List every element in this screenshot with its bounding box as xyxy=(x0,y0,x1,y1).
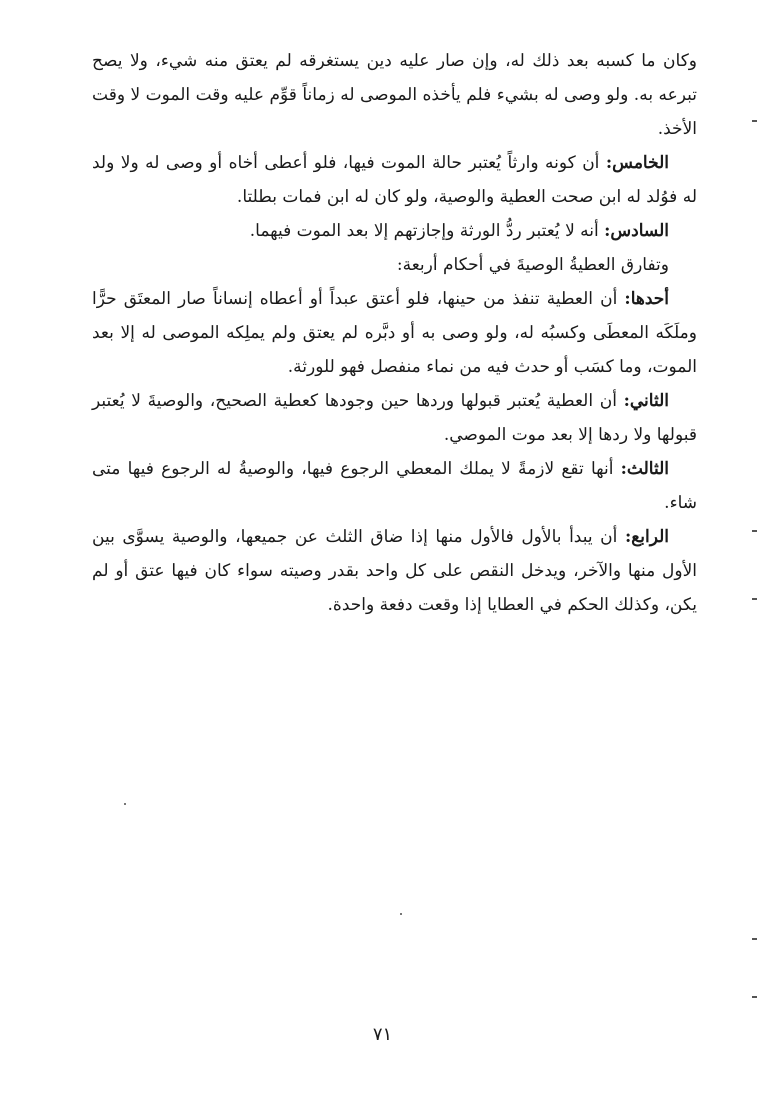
paragraph-intro-differences xyxy=(92,248,697,282)
paragraph-text: أن كونه وارثاً يُعتبر حالة الموت فيها، فلو أعطى أخاه أو وصى له ولا ولد له فوُلد له ابن صحت العطية والوصية، ولو كان له ابن فمات بطلتا. xyxy=(92,153,697,207)
paragraph-term: الرابع: xyxy=(624,527,669,547)
paragraph-term: أحدها: xyxy=(624,289,669,309)
paragraph-term: الثالث: xyxy=(620,459,669,479)
page-number: ٧١ xyxy=(372,1024,393,1045)
paragraph-text: وكان ما كسبه بعد ذلك له، وإن صار عليه دين يستغرقه لم يعتق منه شيء، ولا يصح تبرعه به. ولو وصى له بشيء فلم يأخذه الموصى له زماناً قوِّم عليه وقت الموت لا وقت الأخذ. xyxy=(92,51,697,139)
paragraph-third xyxy=(92,452,697,520)
scan-mark xyxy=(752,120,757,122)
scan-speck xyxy=(400,913,402,915)
paragraph-text: أن العطية تنفذ من حينها، فلو أعتق عبداً أو أعطاه إنساناً صار المعتَق حرًّا وملَكَه المعطَى وكسبُه له، ولو وصى به أو دبَّره لم يعتق ولم يملِكه الموصى له إلا بعد الموت، وما كسَب أو حدث فيه من نماء منفصل فهو للورثة. xyxy=(92,289,697,377)
paragraph-fourth xyxy=(92,520,697,622)
paragraph-text: أنه لا يُعتبر ردُّ الورثة وإجازتهم إلا بعد الموت فيهما. xyxy=(249,221,605,241)
paragraph-term: الثاني: xyxy=(623,391,669,411)
paragraph-continuation xyxy=(92,44,697,146)
paragraph-text: أنها تقع لازمةً لا يملك المعطي الرجوع فيها، والوصيةُ له الرجوع فيها متى شاء. xyxy=(92,459,697,513)
paragraph-text: أن العطية يُعتبر قبولها وردها حين وجودها كعطية الصحيح، والوصيةَ لا يُعتبر قبولها ولا ردها إلا بعد موت الموصي. xyxy=(92,391,697,445)
paragraph-term: الخامس: xyxy=(605,153,669,173)
paragraph-term: السادس: xyxy=(604,221,669,241)
paragraph-text: أن يبدأ بالأول فالأول منها إذا ضاق الثلث عن جميعها، والوصية يسوَّى بين الأول منها والآخر، ويدخل النقص على كل واحد بقدر وصيته سواء كان فيها عتق أو لم يكن، وكذلك الحكم في العطايا إذا وقعت دفعة واحدة. xyxy=(92,527,697,615)
paragraph-sixth xyxy=(92,214,697,248)
scan-mark xyxy=(752,996,757,998)
paragraph-second xyxy=(92,384,697,452)
paragraph-first xyxy=(92,282,697,384)
page-body xyxy=(92,44,697,622)
scan-mark xyxy=(752,938,757,940)
scan-mark xyxy=(752,598,757,600)
scan-mark xyxy=(752,530,757,532)
scan-speck xyxy=(124,803,126,805)
paragraph-text: وتفارق العطيةُ الوصيةَ في أحكام أربعة: xyxy=(396,255,669,275)
paragraph-fifth xyxy=(92,146,697,214)
